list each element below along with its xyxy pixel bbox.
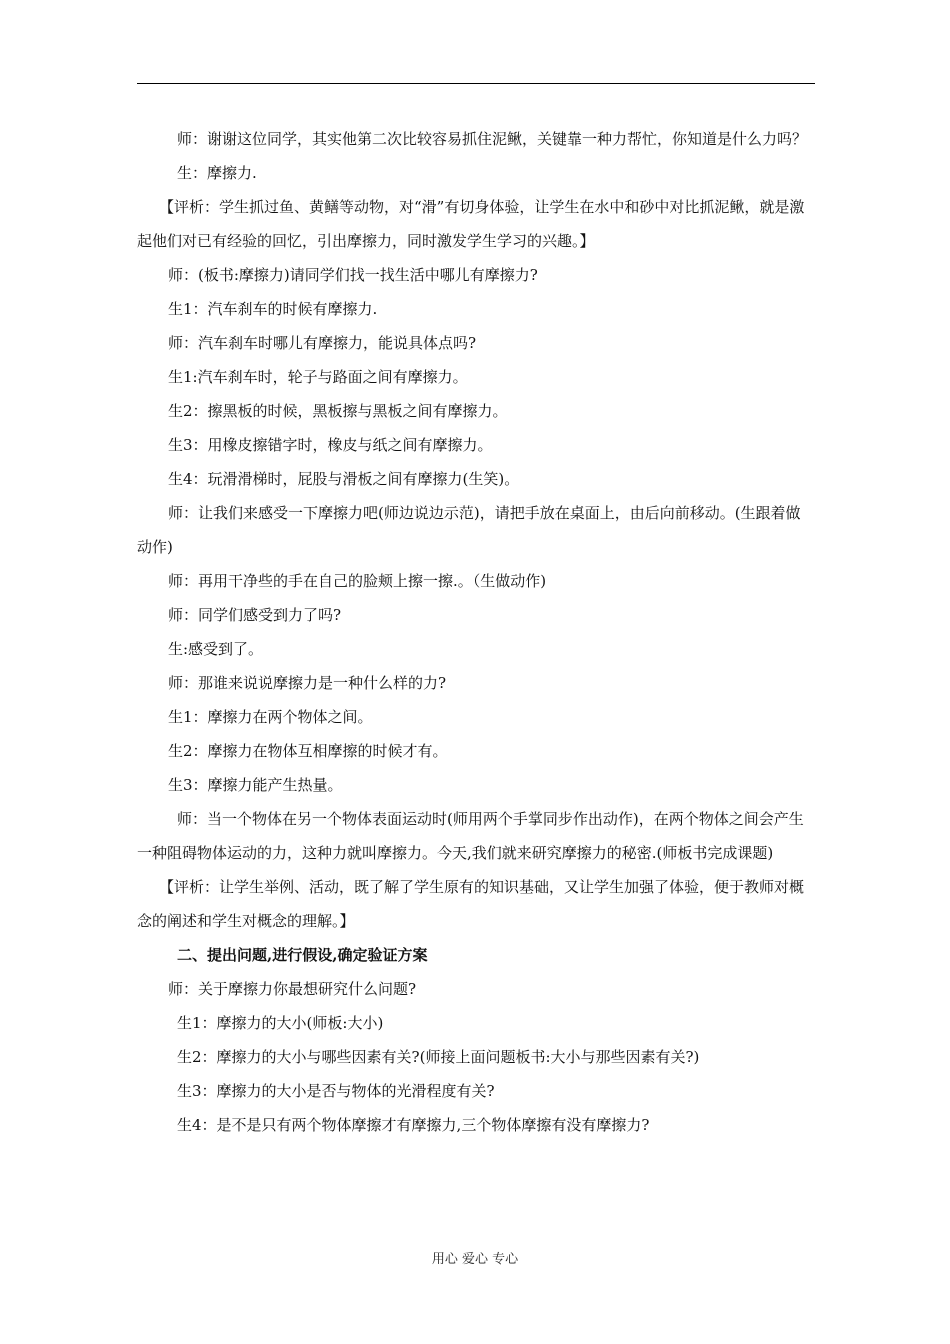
paragraph-line: 生4：玩滑滑梯时，屁股与滑板之间有摩擦力(生笑)。 — [168, 470, 520, 488]
paragraph-line: 生:感受到了。 — [168, 640, 264, 658]
paragraph-line: 生3：摩擦力的大小是否与物体的光滑程度有关? — [177, 1082, 495, 1100]
paragraph-line: 生1：摩擦力在两个物体之间。 — [168, 708, 373, 726]
paragraph-line: 生4：是不是只有两个物体摩擦才有摩擦力,三个物体摩擦有没有摩擦力? — [177, 1116, 650, 1134]
paragraph-line: 师：汽车刹车时哪儿有摩擦力，能说具体点吗? — [168, 334, 477, 352]
document-body — [137, 122, 815, 1142]
paragraph-comment-2: 【评析：让学生举例、活动，既了解了学生原有的知识基础，又让学生加强了体验，便于教师对概念的阐述和学生对概念的理解。】 — [137, 878, 805, 930]
paragraph-line: 生1：汽车刹车的时候有摩擦力. — [168, 300, 378, 318]
paragraph-line: 师：(板书:摩擦力)请同学们找一找生活中哪儿有摩擦力? — [168, 266, 538, 284]
paragraph-line: 生1:汽车刹车时，轮子与路面之间有摩擦力。 — [168, 368, 468, 386]
paragraph-comment-1: 【评析：学生抓过鱼、黄鳝等动物，对“滑”有切身体验，让学生在水中和砂中对比抓泥鳅，就是激起他们对已有经验的回忆，引出摩擦力，同时激发学生学习的兴趣。】 — [137, 198, 805, 250]
paragraph-line: 生3：用橡皮擦错字时，橡皮与纸之间有摩擦力。 — [168, 436, 493, 454]
paragraph-line: 生2：擦黑板的时候，黑板擦与黑板之间有摩擦力。 — [168, 402, 508, 420]
paragraph-line: 生2：摩擦力在物体互相摩擦的时候才有。 — [168, 742, 448, 760]
paragraph-line: 师：再用干净些的手在自己的脸颊上擦一擦.。（生做动作) — [168, 572, 547, 590]
paragraph-line: 生3：摩擦力能产生热量。 — [168, 776, 343, 794]
paragraph-line: 生1：摩擦力的大小(师板:大小) — [177, 1014, 384, 1032]
paragraph-teacher-thanks: 师：谢谢这位同学，其实他第二次比较容易抓住泥鳅，关键靠一种力帮忙，你知道是什么力吗？ — [177, 130, 808, 148]
paragraph-line: 生2：摩擦力的大小与哪些因素有关?(师接上面问题板书:大小与那些因素有关?) — [177, 1048, 700, 1066]
paragraph-line: 师：那谁来说说摩擦力是一种什么样的力? — [168, 674, 447, 692]
header-rule — [137, 83, 815, 84]
paragraph-line: 师：让我们来感受一下摩擦力吧(师边说边示范)，请把手放在桌面上，由后向前移动。(生跟着做动作) — [137, 504, 801, 556]
paragraph-student-answer: 生：摩擦力. — [177, 164, 257, 182]
page-footer: 用心 爱心 专心 — [431, 1252, 519, 1267]
paragraph-line: 师：关于摩擦力你最想研究什么问题? — [168, 980, 417, 998]
paragraph-teacher-definition: 师：当一个物体在另一个物体表面运动时(师用两个手掌同步作出动作)，在两个物体之间会产生一种阻碍物体运动的力，这种力就叫摩擦力。今天,我们就来研究摩擦力的秘密.(师板书完成课题) — [137, 810, 804, 862]
section-heading: 二、提出问题,进行假设,确定验证方案 — [177, 946, 428, 964]
paragraph-line: 师：同学们感受到力了吗? — [168, 606, 342, 624]
